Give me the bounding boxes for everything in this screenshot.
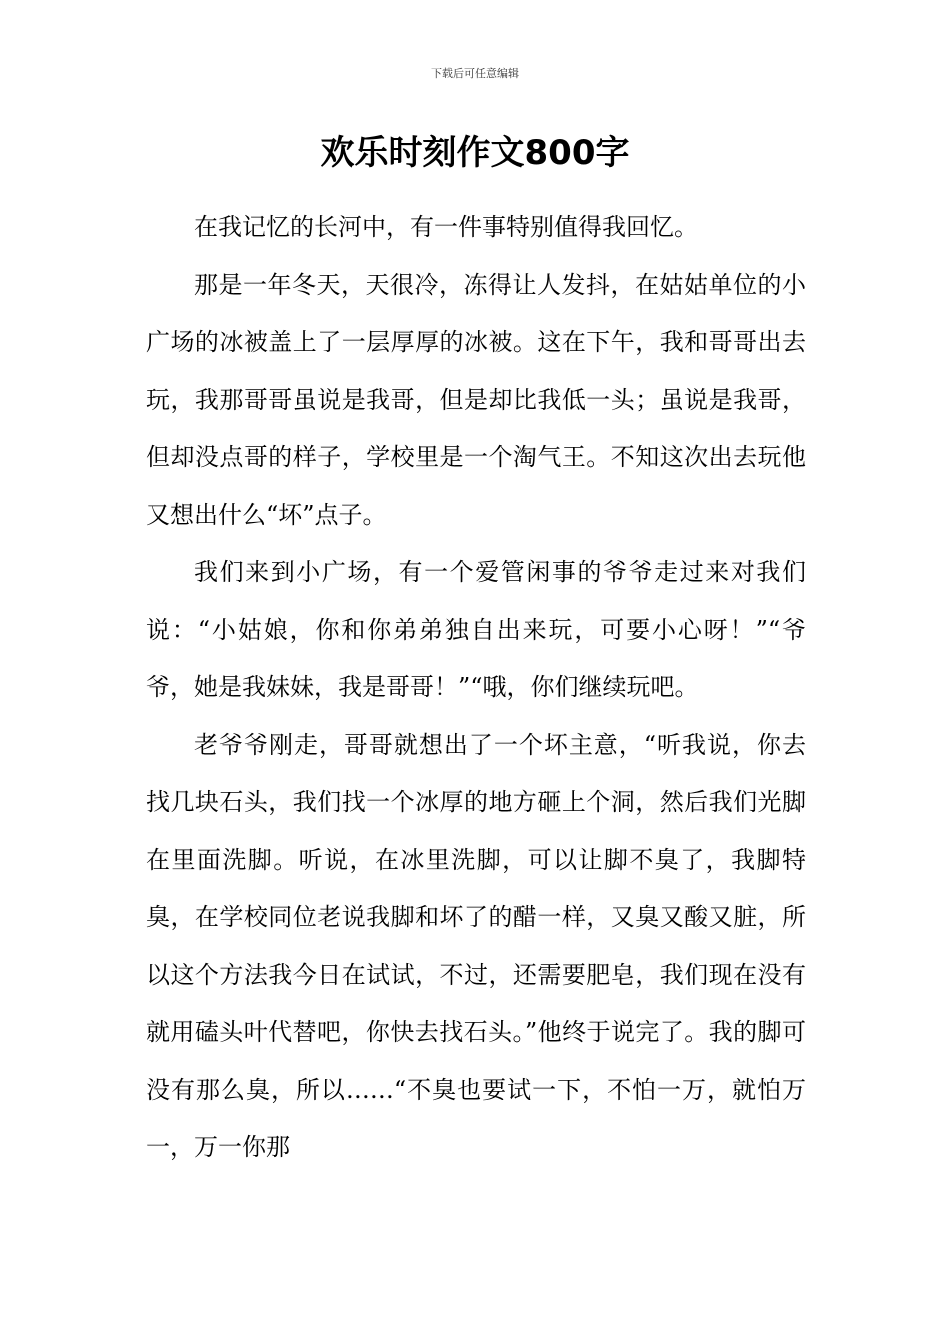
header-note: 下载后可任意编辑: [431, 67, 519, 80]
paragraph: 我们来到小广场，有一个爱管闲事的爷爷走过来对我们说：“小姑娘，你和你弟弟独自出来玩，可要小心呀！”“爷爷，她是我妹妹，我是哥哥！”“哦，你们继续玩吧。: [146, 558, 806, 701]
page-title: 欢乐时刻作文800字: [320, 133, 630, 173]
paragraph: 那是一年冬天，天很冷，冻得让人发抖，在姑姑单位的小广场的冰被盖上了一层厚厚的冰被。这在下午，我和哥哥出去玩，我那哥哥虽说是我哥，但是却比我低一头；虽说是我哥，但却没点哥的样子，学校里是一个淘气王。不知这次出去玩他又想出什么“坏”点子。: [146, 270, 806, 529]
paragraph: 老爷爷刚走，哥哥就想出了一个坏主意，“听我说，你去找几块石头，我们找一个冰厚的地方砸上个洞，然后我们光脚在里面洗脚。听说，在冰里洗脚，可以让脚不臭了，我脚特臭，在学校同位老说我脚和坏了的醋一样，又臭又酸又脏，所以这个方法我今日在试试，不过，还需要肥皂，我们现在没有就用磕头叶代替吧，你快去找石头。”他终于说完了。我的脚可没有那么臭，所以……“不臭也要试一下，不怕一万，就怕万一，万一你那: [146, 730, 806, 1161]
paragraph: 在我记忆的长河中，有一件事特别值得我回忆。: [194, 213, 698, 241]
article-body: [146, 199, 806, 1177]
